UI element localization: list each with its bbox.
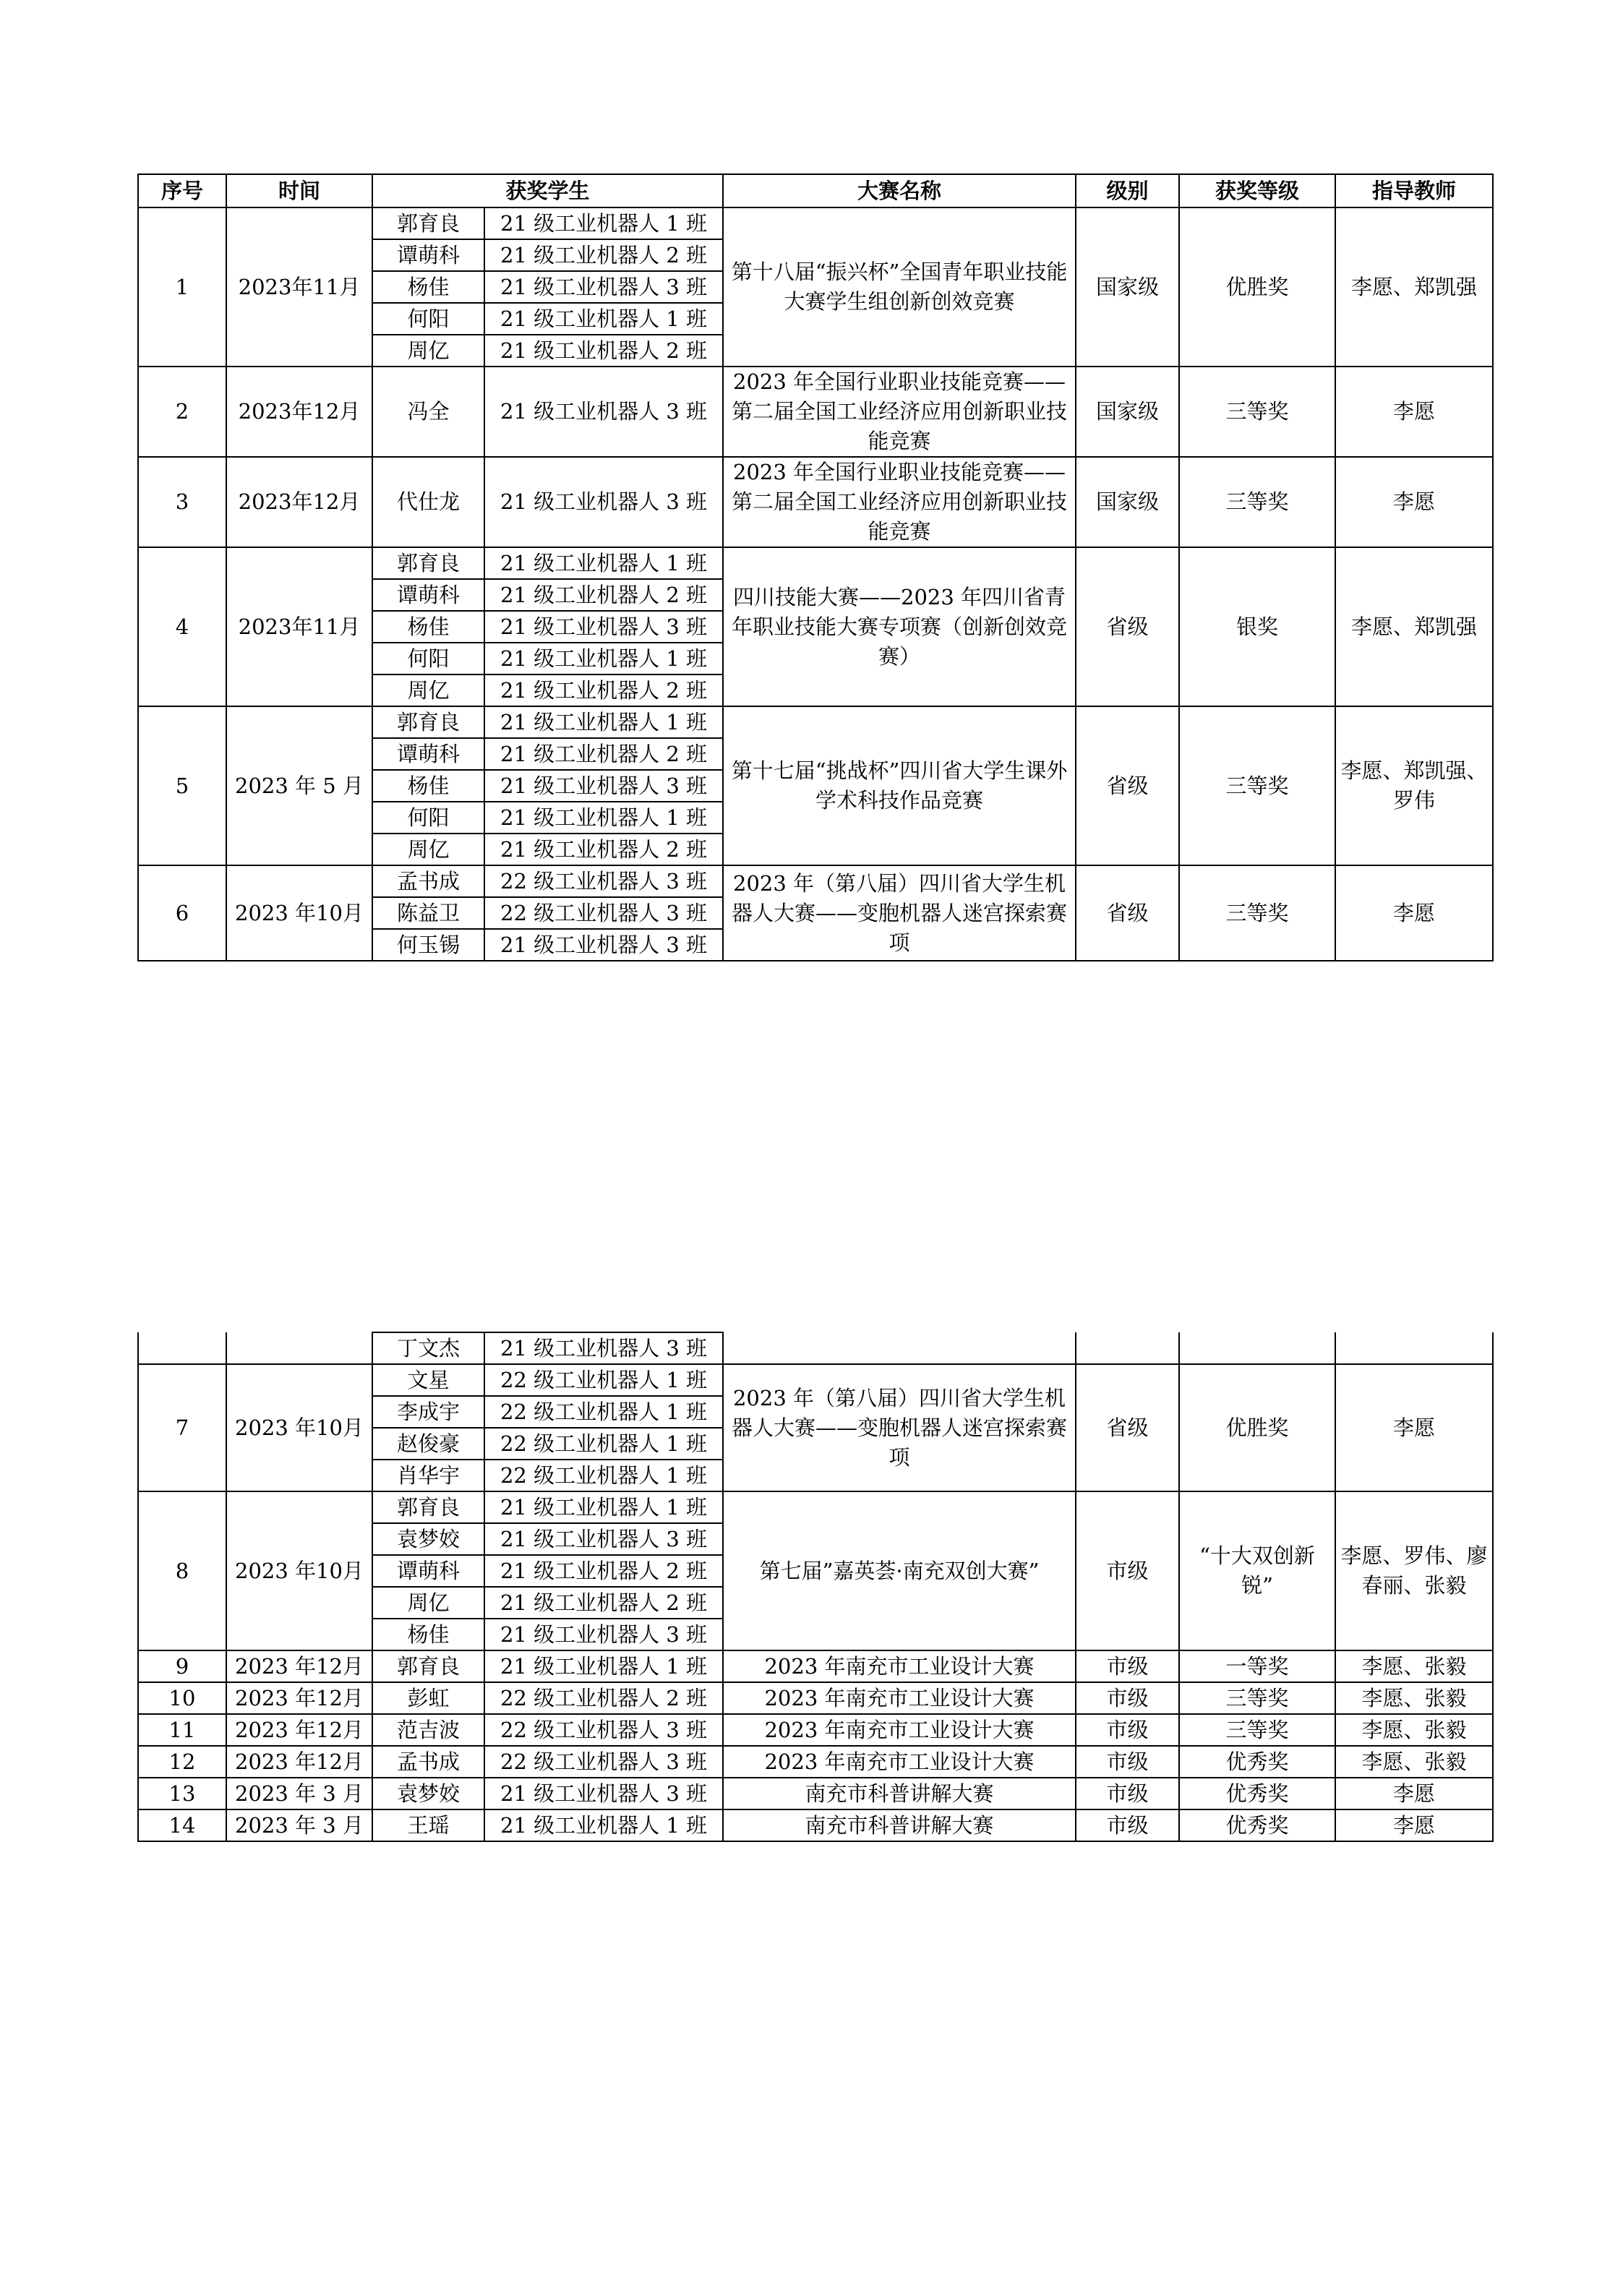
competition-level: 国家级 [1076, 457, 1179, 547]
award-time: 2023 年12月 [226, 1682, 372, 1714]
student-class: 22 级工业机器人 3 班 [484, 1746, 723, 1778]
student-class: 21 级工业机器人 1 班 [484, 303, 723, 335]
student-name: 孟书成 [372, 1746, 484, 1778]
student-name: 郭育良 [372, 547, 484, 579]
student-name: 文星 [372, 1364, 484, 1396]
student-name: 周亿 [372, 674, 484, 706]
competition-level: 省级 [1076, 706, 1179, 865]
student-class: 21 级工业机器人 2 班 [484, 674, 723, 706]
advisor-teacher: 李愿、郑凯强 [1335, 207, 1493, 367]
competition-name: 2023 年南充市工业设计大赛 [723, 1682, 1076, 1714]
continuation-row [138, 1332, 1493, 1364]
student-class: 21 级工业机器人 2 班 [484, 335, 723, 367]
student-class: 22 级工业机器人 3 班 [484, 897, 723, 929]
header-no: 序号 [138, 174, 226, 207]
award-grade: 三等奖 [1179, 865, 1335, 961]
student-name: 周亿 [372, 1587, 484, 1619]
advisor-teacher: 李愿、郑凯强、罗伟 [1335, 706, 1493, 865]
award-time: 2023 年12月 [226, 1746, 372, 1778]
row-number: 10 [138, 1682, 226, 1714]
student-name: 赵俊豪 [372, 1428, 484, 1460]
student-class: 21 级工业机器人 2 班 [484, 239, 723, 271]
student-name: 何阳 [372, 643, 484, 674]
award-grade: “十大双创新锐” [1179, 1491, 1335, 1650]
award-grade: 优胜奖 [1179, 1364, 1335, 1491]
advisor-teacher: 李愿、张毅 [1335, 1650, 1493, 1682]
award-time: 2023年12月 [226, 367, 372, 457]
student-name: 袁梦姣 [372, 1778, 484, 1809]
student-name: 李成宇 [372, 1396, 484, 1428]
table-row [138, 1746, 1493, 1778]
competition-name: 2023 年（第八届）四川省大学生机器人大赛——变胞机器人迷宫探索赛项 [723, 1364, 1076, 1491]
student-name: 杨佳 [372, 271, 484, 303]
student-class: 21 级工业机器人 2 班 [484, 738, 723, 770]
student-class: 22 级工业机器人 3 班 [484, 865, 723, 897]
table-row [138, 1491, 1493, 1523]
student-class: 22 级工业机器人 1 班 [484, 1396, 723, 1428]
student-name: 杨佳 [372, 1619, 484, 1650]
student-name: 袁梦姣 [372, 1523, 484, 1555]
advisor-teacher: 李愿 [1335, 1809, 1493, 1841]
student-name: 杨佳 [372, 770, 484, 802]
student-name: 杨佳 [372, 611, 484, 643]
competition-level: 市级 [1076, 1778, 1179, 1809]
row-number: 12 [138, 1746, 226, 1778]
award-grade: 优胜奖 [1179, 207, 1335, 367]
header-award: 获奖等级 [1179, 174, 1335, 207]
award-time: 2023 年 5 月 [226, 706, 372, 865]
award-grade: 三等奖 [1179, 367, 1335, 457]
row-number: 8 [138, 1491, 226, 1650]
student-class: 21 级工业机器人 1 班 [484, 802, 723, 834]
table-row [138, 1650, 1493, 1682]
student-class: 21 级工业机器人 1 班 [484, 1809, 723, 1841]
competition-name: 南充市科普讲解大赛 [723, 1809, 1076, 1841]
competition-name: 第七届”嘉英荟·南充双创大赛” [723, 1491, 1076, 1650]
advisor-teacher: 李愿 [1335, 457, 1493, 547]
table-row [138, 457, 1493, 547]
competition-level: 市级 [1076, 1809, 1179, 1841]
table-row [138, 1809, 1493, 1841]
competition-level: 市级 [1076, 1491, 1179, 1650]
award-time: 2023 年10月 [226, 1364, 372, 1491]
competition-name: 2023 年全国行业职业技能竞赛——第二届全国工业经济应用创新职业技能竞赛 [723, 367, 1076, 457]
student-class: 22 级工业机器人 1 班 [484, 1428, 723, 1460]
student-class: 21 级工业机器人 1 班 [484, 1491, 723, 1523]
competition-level: 省级 [1076, 547, 1179, 706]
row-number: 13 [138, 1778, 226, 1809]
student-name: 范吉波 [372, 1714, 484, 1746]
advisor-teacher: 李愿、罗伟、廖春丽、张毅 [1335, 1491, 1493, 1650]
competition-level: 省级 [1076, 865, 1179, 961]
student-name: 何玉锡 [372, 929, 484, 961]
student-name: 郭育良 [372, 1650, 484, 1682]
award-time: 2023 年10月 [226, 1491, 372, 1650]
table-row [138, 1778, 1493, 1809]
header-teacher: 指导教师 [1335, 174, 1493, 207]
table-row [138, 706, 1493, 738]
student-class: 21 级工业机器人 3 班 [484, 1778, 723, 1809]
student-name: 谭萌科 [372, 579, 484, 611]
table-row [138, 207, 1493, 239]
table-row [138, 547, 1493, 579]
student-class: 22 级工业机器人 3 班 [484, 1714, 723, 1746]
student-class: 21 级工业机器人 2 班 [484, 1555, 723, 1587]
student-class: 21 级工业机器人 3 班 [484, 770, 723, 802]
award-grade: 优秀奖 [1179, 1809, 1335, 1841]
advisor-teacher: 李愿、郑凯强 [1335, 547, 1493, 706]
advisor-teacher: 李愿 [1335, 367, 1493, 457]
award-grade: 三等奖 [1179, 1682, 1335, 1714]
student-class: 21 级工业机器人 3 班 [484, 611, 723, 643]
award-time: 2023 年10月 [226, 865, 372, 961]
table-row [138, 865, 1493, 897]
competition-level: 市级 [1076, 1746, 1179, 1778]
table-row [138, 1714, 1493, 1746]
header-students: 获奖学生 [372, 174, 723, 207]
row-number: 1 [138, 207, 226, 367]
student-class: 21 级工业机器人 3 班 [484, 1332, 723, 1364]
student-name: 周亿 [372, 834, 484, 865]
competition-name: 2023 年南充市工业设计大赛 [723, 1746, 1076, 1778]
student-class: 21 级工业机器人 2 班 [484, 834, 723, 865]
student-class: 21 级工业机器人 1 班 [484, 1650, 723, 1682]
row-number: 4 [138, 547, 226, 706]
advisor-teacher: 李愿 [1335, 1364, 1493, 1491]
advisor-teacher: 李愿、张毅 [1335, 1714, 1493, 1746]
student-class: 22 级工业机器人 2 班 [484, 1682, 723, 1714]
advisor-teacher: 李愿 [1335, 1778, 1493, 1809]
student-class: 21 级工业机器人 3 班 [484, 367, 723, 457]
student-name: 郭育良 [372, 1491, 484, 1523]
competition-name: 2023 年全国行业职业技能竞赛——第二届全国工业经济应用创新职业技能竞赛 [723, 457, 1076, 547]
table-body [138, 1332, 1493, 1841]
award-grade: 三等奖 [1179, 706, 1335, 865]
student-class: 21 级工业机器人 1 班 [484, 706, 723, 738]
table-header-row [138, 174, 1493, 207]
row-number: 2 [138, 367, 226, 457]
competition-name: 第十七届“挑战杯”四川省大学生课外学术科技作品竞赛 [723, 706, 1076, 865]
award-grade: 银奖 [1179, 547, 1335, 706]
student-class: 21 级工业机器人 1 班 [484, 643, 723, 674]
row-number: 9 [138, 1650, 226, 1682]
award-grade: 三等奖 [1179, 1714, 1335, 1746]
award-time: 2023 年12月 [226, 1650, 372, 1682]
student-name: 何阳 [372, 303, 484, 335]
advisor-teacher: 李愿 [1335, 865, 1493, 961]
competition-level: 市级 [1076, 1714, 1179, 1746]
award-time: 2023 年 3 月 [226, 1809, 372, 1841]
competition-name: 2023 年（第八届）四川省大学生机器人大赛——变胞机器人迷宫探索赛项 [723, 865, 1076, 961]
student-class: 21 级工业机器人 2 班 [484, 579, 723, 611]
student-class: 21 级工业机器人 3 班 [484, 271, 723, 303]
header-level: 级别 [1076, 174, 1179, 207]
student-name: 陈益卫 [372, 897, 484, 929]
row-number: 11 [138, 1714, 226, 1746]
student-name: 王瑶 [372, 1809, 484, 1841]
award-time: 2023 年 3 月 [226, 1778, 372, 1809]
student-class: 21 级工业机器人 3 班 [484, 457, 723, 547]
student-name: 郭育良 [372, 706, 484, 738]
student-class: 21 级工业机器人 3 班 [484, 1619, 723, 1650]
awards-table-page-2 [137, 1332, 1494, 1842]
competition-level: 国家级 [1076, 367, 1179, 457]
student-class: 21 级工业机器人 2 班 [484, 1587, 723, 1619]
row-number: 6 [138, 865, 226, 961]
award-grade: 优秀奖 [1179, 1778, 1335, 1809]
student-name: 孟书成 [372, 865, 484, 897]
student-name: 冯全 [372, 367, 484, 457]
student-name: 肖华宇 [372, 1460, 484, 1491]
award-time: 2023年11月 [226, 207, 372, 367]
header-time: 时间 [226, 174, 372, 207]
competition-name: 南充市科普讲解大赛 [723, 1778, 1076, 1809]
student-class: 21 级工业机器人 1 班 [484, 547, 723, 579]
award-grade: 优秀奖 [1179, 1746, 1335, 1778]
student-name: 周亿 [372, 335, 484, 367]
student-name: 代仕龙 [372, 457, 484, 547]
competition-level: 国家级 [1076, 207, 1179, 367]
student-name: 彭虹 [372, 1682, 484, 1714]
competition-level: 市级 [1076, 1682, 1179, 1714]
competition-level: 市级 [1076, 1650, 1179, 1682]
award-grade: 三等奖 [1179, 457, 1335, 547]
student-class: 22 级工业机器人 1 班 [484, 1364, 723, 1396]
row-number: 5 [138, 706, 226, 865]
student-class: 21 级工业机器人 3 班 [484, 929, 723, 961]
student-name: 谭萌科 [372, 738, 484, 770]
student-name: 谭萌科 [372, 1555, 484, 1587]
student-name: 何阳 [372, 802, 484, 834]
competition-name: 2023 年南充市工业设计大赛 [723, 1650, 1076, 1682]
award-time: 2023 年12月 [226, 1714, 372, 1746]
competition-name: 四川技能大赛——2023 年四川省青年职业技能大赛专项赛（创新创效竞赛） [723, 547, 1076, 706]
advisor-teacher: 李愿、张毅 [1335, 1682, 1493, 1714]
table-row [138, 367, 1493, 457]
table-row [138, 1682, 1493, 1714]
competition-name: 2023 年南充市工业设计大赛 [723, 1714, 1076, 1746]
row-number: 14 [138, 1809, 226, 1841]
award-time: 2023年11月 [226, 547, 372, 706]
header-competition: 大赛名称 [723, 174, 1076, 207]
competition-level: 省级 [1076, 1364, 1179, 1491]
competition-name: 第十八届“振兴杯”全国青年职业技能大赛学生组创新创效竞赛 [723, 207, 1076, 367]
award-grade: 一等奖 [1179, 1650, 1335, 1682]
table-row [138, 1364, 1493, 1396]
student-name: 丁文杰 [372, 1332, 484, 1364]
student-class: 22 级工业机器人 1 班 [484, 1460, 723, 1491]
student-class: 21 级工业机器人 3 班 [484, 1523, 723, 1555]
advisor-teacher: 李愿、张毅 [1335, 1746, 1493, 1778]
student-name: 郭育良 [372, 207, 484, 239]
student-name: 谭萌科 [372, 239, 484, 271]
award-time: 2023年12月 [226, 457, 372, 547]
row-number: 3 [138, 457, 226, 547]
table-body [138, 207, 1493, 961]
row-number: 7 [138, 1364, 226, 1491]
student-class: 21 级工业机器人 1 班 [484, 207, 723, 239]
awards-table-page-1 [137, 174, 1494, 961]
